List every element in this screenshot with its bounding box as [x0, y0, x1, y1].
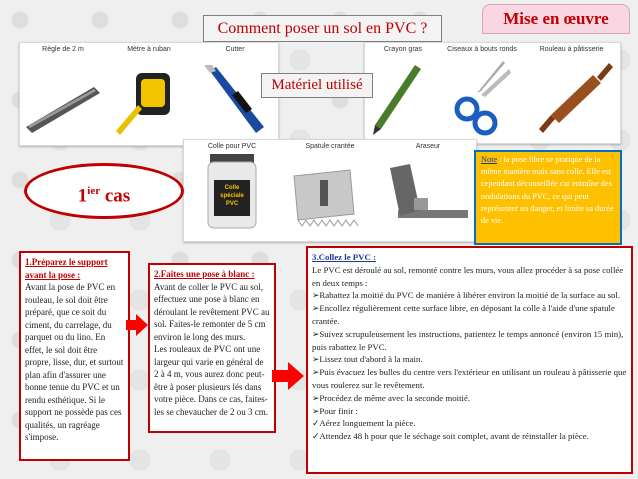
note-head: Note [481, 155, 498, 164]
step-3-item: ➢Puis évacuez les bulles du centre vers l'extérieur en utilisant un rouleau à pâtisserie que vous roulerez sur le revêtement. [312, 367, 627, 390]
step-3-item: ✓Attendez 48 h pour que le séchage soit complet, avant de réinstaller la pièce. [312, 431, 589, 442]
step-1-heading: 1.Préparez le support avant la pose : [25, 257, 108, 280]
scissors-icon [441, 43, 523, 143]
tool-label: Ciseaux à bouts ronds [447, 46, 517, 53]
step-3-item: ✓Aérez longuement la pièce. [312, 418, 416, 429]
tool-scissors [441, 43, 523, 143]
step-3-item: ➢Lissez tout d'abord à la main. [312, 354, 423, 365]
step-2-text-2: Les rouleaux de PVC ont une largeur qui varie en général de 2 à 4 m, vous aurez donc peut-être à poser plusieurs lés dans votre pièce. Dans ce cas, faites-les se chevaucher de 2 ou 3 cm. [154, 344, 268, 417]
tool-trowel [280, 140, 380, 241]
rolling-pin-icon [523, 43, 620, 143]
case-word: cas [100, 185, 131, 207]
step-3-item: ➢Encollez régulièrement cette surface libre, en déposant la colle à l'aide d'une spatule crantée. [312, 303, 615, 326]
step-3-item: ➢Rabattez la moitié du PVC de manière à libérer environ la moitié de la surface au sol. [312, 290, 621, 301]
step-3-intro: Le PVC est déroulé au sol, remonté contre les murs, vous allez procéder à sa pose collée en deux temps : [312, 264, 624, 288]
section-badge: Mise en œuvre [482, 4, 630, 34]
note-box [474, 150, 622, 245]
case-badge [24, 163, 184, 219]
case-number: 1 [77, 185, 88, 207]
step-3 [306, 246, 633, 474]
tool-ruler [20, 43, 106, 145]
step-3-heading: 3.Collez le PVC : [312, 252, 377, 262]
page-title: Comment poser un sol en PVC ? [203, 15, 442, 42]
tool-trimmer [380, 140, 476, 241]
tools-panel-mid [183, 139, 477, 242]
step-3-item: ➢Procédez de même avec la seconde moitié. [312, 392, 471, 403]
tool-pencil [365, 43, 441, 143]
tool-glue [184, 140, 280, 241]
tool-label: Crayon gras [383, 46, 423, 53]
tool-label: Araseur [415, 143, 441, 150]
ruler-icon [20, 43, 106, 145]
trimmer-icon [380, 140, 476, 241]
step-1-text: Avant la pose de PVC en rouleau, le sol doit être préparé, que ce soit du ciment, du carrelage, du parquet ou du lino. En effet, le sol doit être propre, lisse, dur, et surtout plan afin d'assurer une bonne tenue du PVC et un rendu esthétique. Si le support ne possède pas ces qualités, un ragréage s'impose. [25, 282, 124, 442]
tool-label: Spatule crantée [305, 143, 355, 150]
glue-pot-label: Colle spéciale PVC [220, 185, 244, 207]
materiel-label: Matériel utilisé [261, 73, 373, 98]
arrow-right-icon [126, 314, 148, 336]
tool-rolling-pin [523, 43, 620, 143]
tool-label: Règle de 2 m [42, 46, 84, 53]
pencil-icon [365, 43, 441, 143]
step-3-item: ➢Suivez scrupuleusement les instructions, patientez le temps annoncé (environ 15 min), puis rabattez le PVC. [312, 328, 624, 352]
tool-label: Rouleau à pâtisserie [539, 46, 604, 53]
tool-label: Colle pour PVC [207, 143, 257, 150]
tools-panel-top [19, 42, 279, 146]
tools-panel-right [364, 42, 621, 144]
step-1 [19, 251, 130, 461]
step-3-item: ➢Pour finir : [312, 405, 358, 416]
note-text: : la pose libre se pratique de la même manière mais sans colle. Elle est cependant déconseillée car entraîne des ondulations du PVC, ce qui peut représenter un danger, et limite sa durée de vie. [481, 155, 614, 226]
step-2-text-1: Avant de coller le PVC au sol, effectuez une pose à blanc en déroulant le revêtement PVC au sol. Faites-le remonter de 5 cm environ le long des murs. [154, 281, 270, 342]
notched-trowel-icon [280, 140, 380, 241]
case-sup: ier [87, 185, 101, 197]
tool-label: Mètre à ruban [127, 46, 171, 53]
tool-label: Cutter [225, 46, 245, 53]
tool-tape-measure [106, 43, 192, 145]
tape-measure-icon [106, 43, 192, 145]
step-2-heading: 2.Faites une pose à blanc : [154, 269, 255, 279]
arrow-right-icon [272, 362, 304, 390]
step-2 [148, 263, 276, 433]
